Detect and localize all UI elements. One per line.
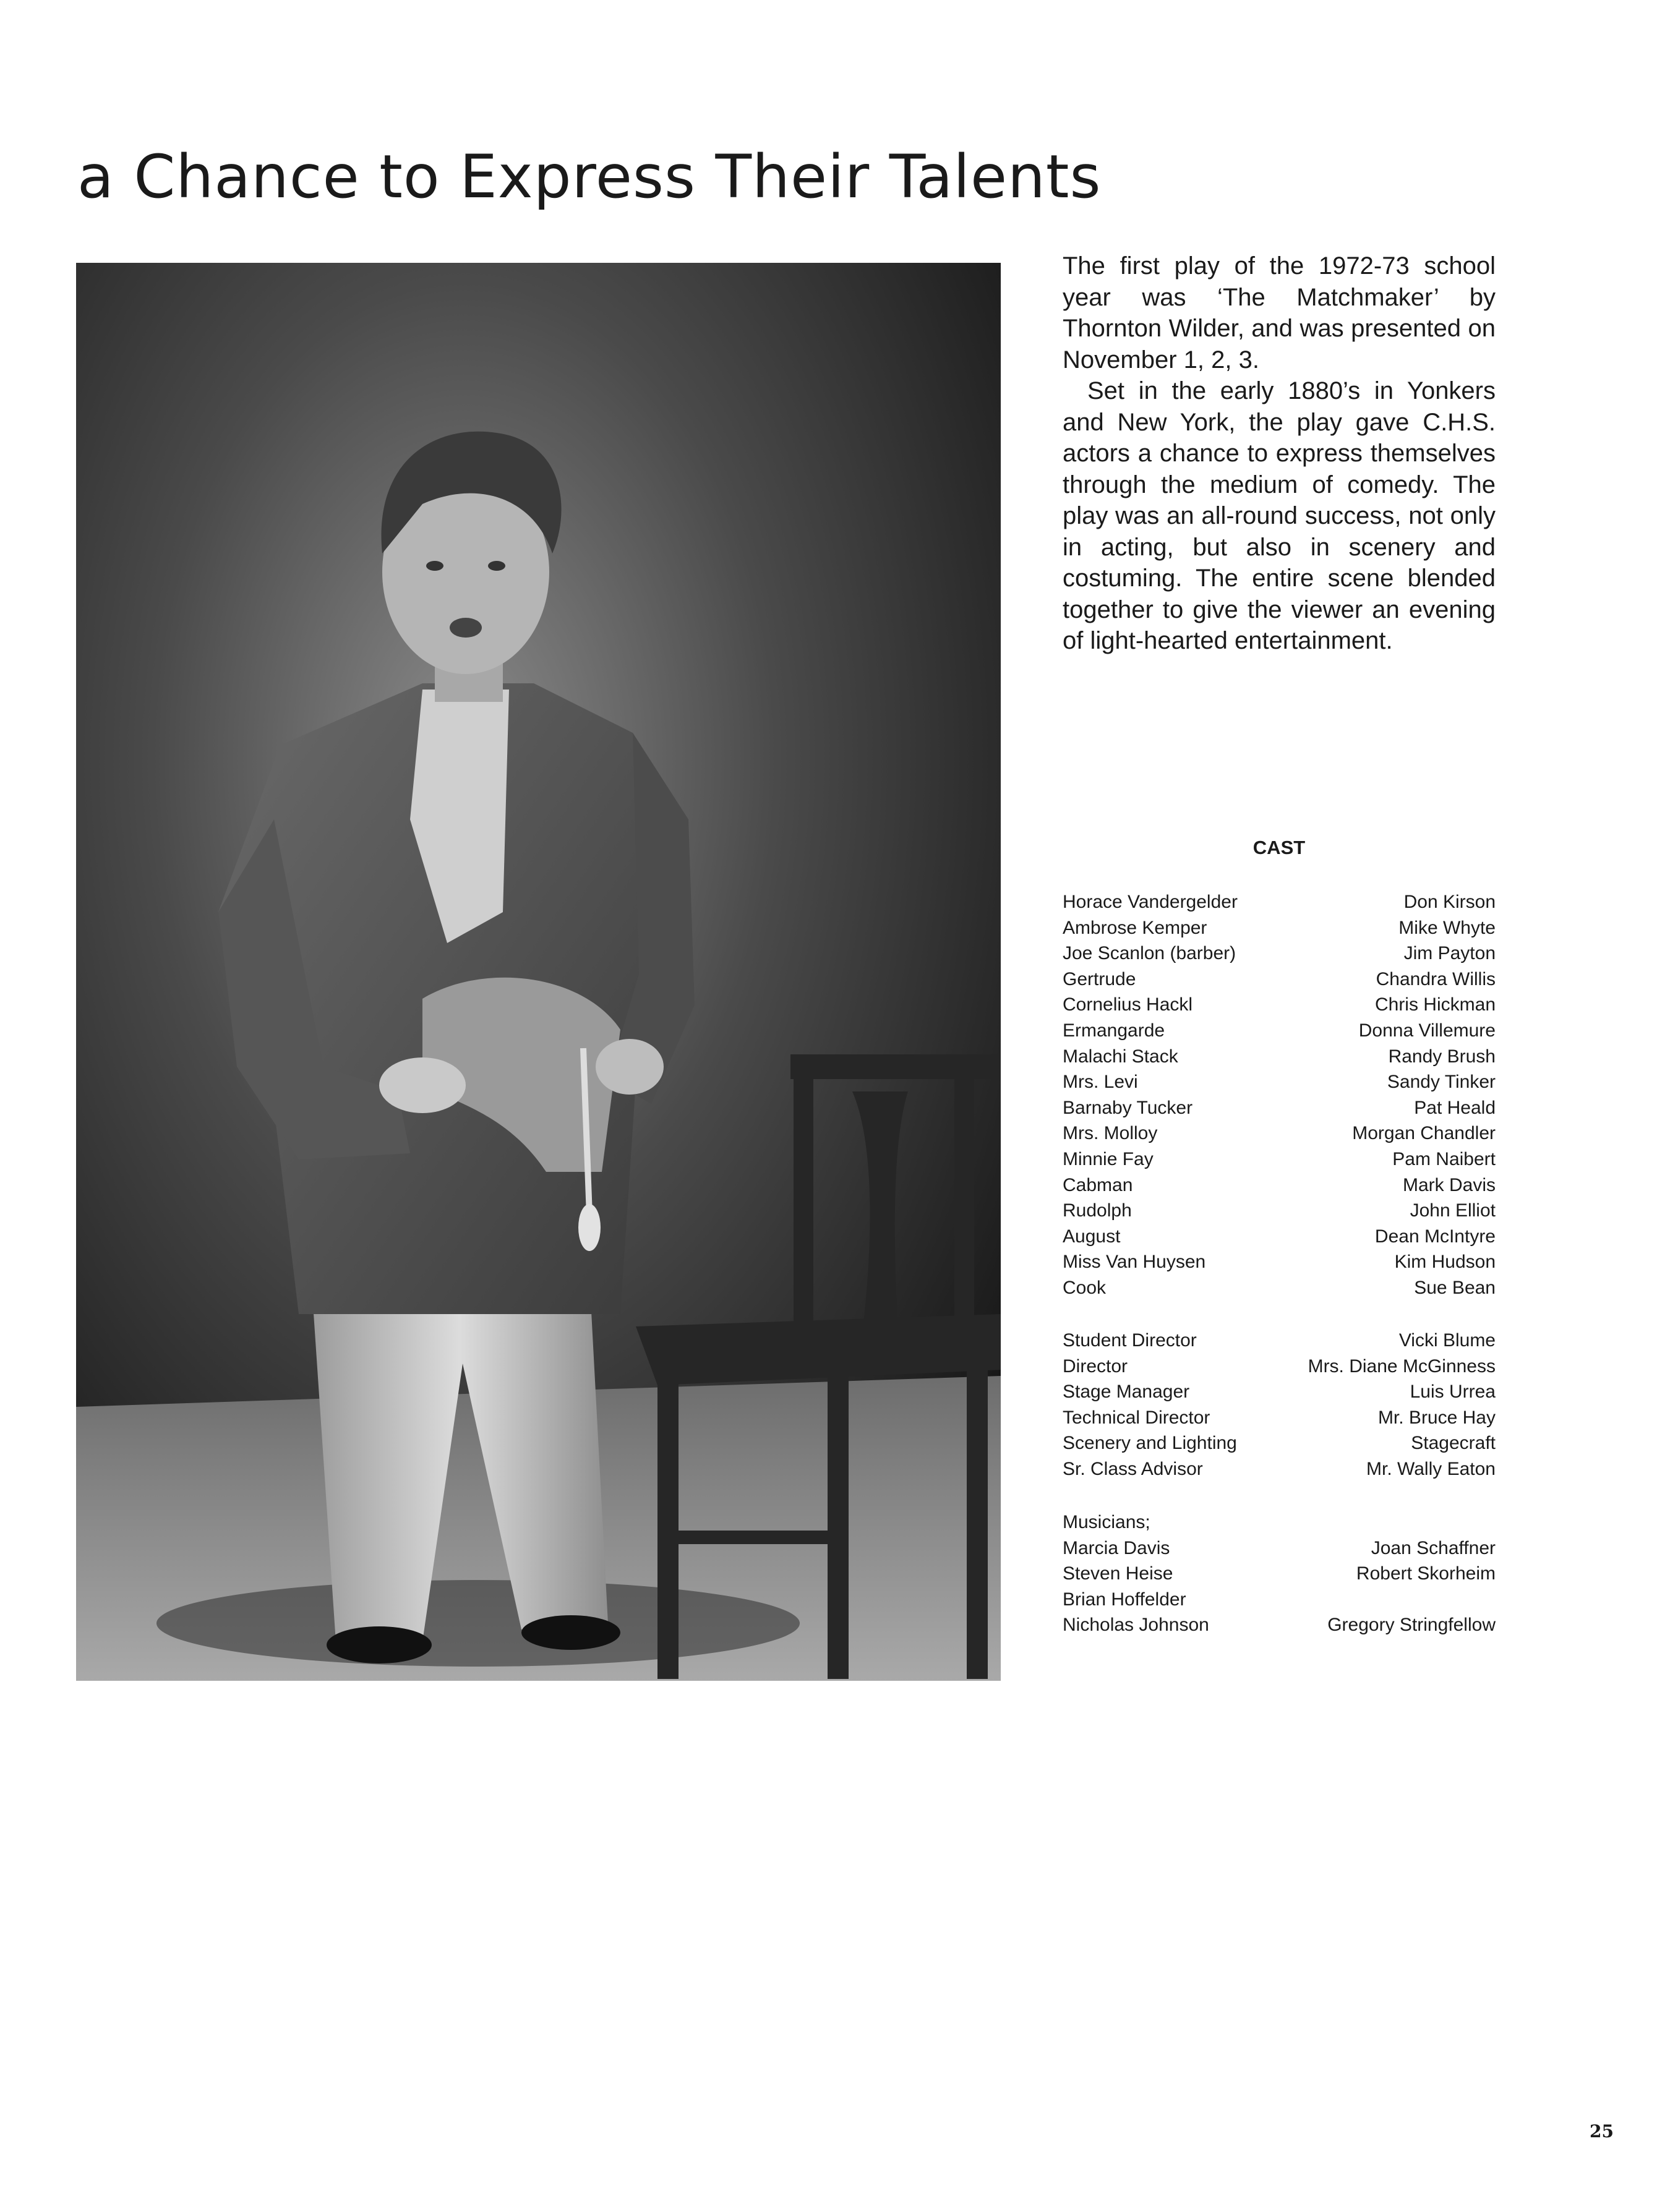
cast-row [1063, 1095, 1496, 1121]
crew-name: Mrs. Diane McGinness [1308, 1356, 1496, 1377]
cast-actor: Jim Payton [1403, 943, 1496, 964]
crew-name: Stagecraft [1411, 1433, 1496, 1454]
cast-role: Mrs. Levi [1063, 1072, 1138, 1093]
intro-text [1063, 250, 1496, 657]
cast-role: Cook [1063, 1277, 1107, 1298]
musician-name: Marcia Davis [1063, 1537, 1170, 1558]
crew-list [1063, 1328, 1496, 1482]
musicians-row [1063, 1535, 1496, 1561]
cast-role: Malachi Stack [1063, 1046, 1178, 1067]
cast-row [1063, 1198, 1496, 1224]
cast-row [1063, 1224, 1496, 1250]
cast-role: Rudolph [1063, 1200, 1132, 1221]
crew-name: Vicki Blume [1398, 1330, 1496, 1351]
cast-row [1063, 1069, 1496, 1095]
cast-role: Cornelius Hackl [1063, 994, 1193, 1015]
cast-row [1063, 941, 1496, 967]
musicians-list [1063, 1510, 1496, 1638]
cast-role: Barnaby Tucker [1063, 1097, 1193, 1118]
cast-actor: John Elliot [1410, 1200, 1496, 1221]
cast-actor: Sandy Tinker [1387, 1072, 1496, 1093]
cast-role: August [1063, 1226, 1121, 1247]
musician-name: Joan Schaffner [1371, 1537, 1496, 1558]
musician-name: Brian Hoffelder [1063, 1589, 1186, 1610]
cast-role: Cabman [1063, 1174, 1133, 1195]
cast-row [1063, 1147, 1496, 1172]
cast-actor: Pam Naibert [1392, 1148, 1496, 1169]
cast-row [1063, 1275, 1496, 1301]
crew-role: Director [1063, 1356, 1128, 1377]
cast-actor: Don Kirson [1403, 892, 1496, 912]
cast-row [1063, 992, 1496, 1018]
crew-role: Student Director [1063, 1330, 1197, 1351]
cast-actor: Pat Heald [1414, 1097, 1496, 1118]
cast-row [1063, 967, 1496, 993]
cast-actor: Sue Bean [1414, 1277, 1496, 1298]
cast-actor: Dean McIntyre [1374, 1226, 1496, 1247]
cast-actor: Kim Hudson [1394, 1252, 1496, 1273]
cast-role: Minnie Fay [1063, 1148, 1154, 1169]
crew-role: Scenery and Lighting [1063, 1433, 1237, 1454]
cast-role: Horace Vandergelder [1063, 892, 1238, 912]
cast-actor: Chris Hickman [1374, 994, 1496, 1015]
musician-name: Robert Skorheim [1356, 1563, 1496, 1584]
cast-row [1063, 1172, 1496, 1198]
cast-role: Ermangarde [1063, 1020, 1165, 1041]
page-number: 25 [1590, 2121, 1614, 2142]
musicians-row [1063, 1561, 1496, 1587]
crew-name: Mr. Bruce Hay [1377, 1407, 1496, 1428]
musician-name: Nicholas Johnson [1063, 1615, 1209, 1636]
crew-name: Luis Urrea [1410, 1381, 1496, 1403]
cast-role: Gertrude [1063, 968, 1136, 989]
cast-actor: Morgan Chandler [1352, 1123, 1496, 1144]
musician-name: Gregory Stringfellow [1327, 1615, 1496, 1636]
cast-actor: Donna Villemure [1358, 1020, 1496, 1041]
cast-actor: Chandra Willis [1376, 968, 1496, 989]
cast-row [1063, 889, 1496, 915]
cast-actor: Mike Whyte [1398, 917, 1496, 938]
crew-row [1063, 1430, 1496, 1456]
cast-row [1063, 1121, 1496, 1147]
cast-role: Ambrose Kemper [1063, 917, 1207, 938]
musician-name: Steven Heise [1063, 1563, 1173, 1584]
musicians-row [1063, 1587, 1496, 1613]
page-title: a Chance to Express Their Talents [77, 142, 1102, 211]
cast-role: Miss Van Huysen [1063, 1252, 1206, 1273]
crew-role: Technical Director [1063, 1407, 1210, 1428]
crew-role: Sr. Class Advisor [1063, 1458, 1203, 1479]
cast-actor: Randy Brush [1388, 1046, 1496, 1067]
stage-photo [76, 263, 1001, 1681]
crew-role: Stage Manager [1063, 1381, 1190, 1403]
cast-heading: CAST [1252, 837, 1306, 858]
intro-paragraph: The first play of the 1972-73 school year was ‘The Matchmaker’ by Thornton Wilder, and was presented on November 1, 2, 3. [1063, 252, 1496, 374]
cast-row [1063, 1044, 1496, 1070]
cast-row [1063, 1018, 1496, 1044]
crew-row [1063, 1354, 1496, 1380]
intro-paragraph: Set in the early 1880’s in Yonkers and New York, the play gave C.H.S. actors a chance to express themselves through the medium of comedy. The play was an all-round success, not only in acting, but also in scenery and costuming. The entire scene blended together to give the viewer an evening of light-hearted entertainment. [1063, 377, 1496, 654]
crew-row [1063, 1379, 1496, 1405]
crew-name: Mr. Wally Eaton [1366, 1458, 1496, 1479]
crew-row [1063, 1456, 1496, 1482]
cast-role: Joe Scanlon (barber) [1063, 943, 1236, 964]
cast-row [1063, 915, 1496, 941]
musicians-row [1063, 1612, 1496, 1638]
musicians-label: Musicians; [1063, 1512, 1150, 1532]
cast-row [1063, 1249, 1496, 1275]
cast-actor: Mark Davis [1402, 1174, 1496, 1195]
crew-row [1063, 1328, 1496, 1354]
crew-row [1063, 1405, 1496, 1431]
cast-list [1063, 889, 1496, 1301]
cast-role: Mrs. Molloy [1063, 1123, 1158, 1144]
